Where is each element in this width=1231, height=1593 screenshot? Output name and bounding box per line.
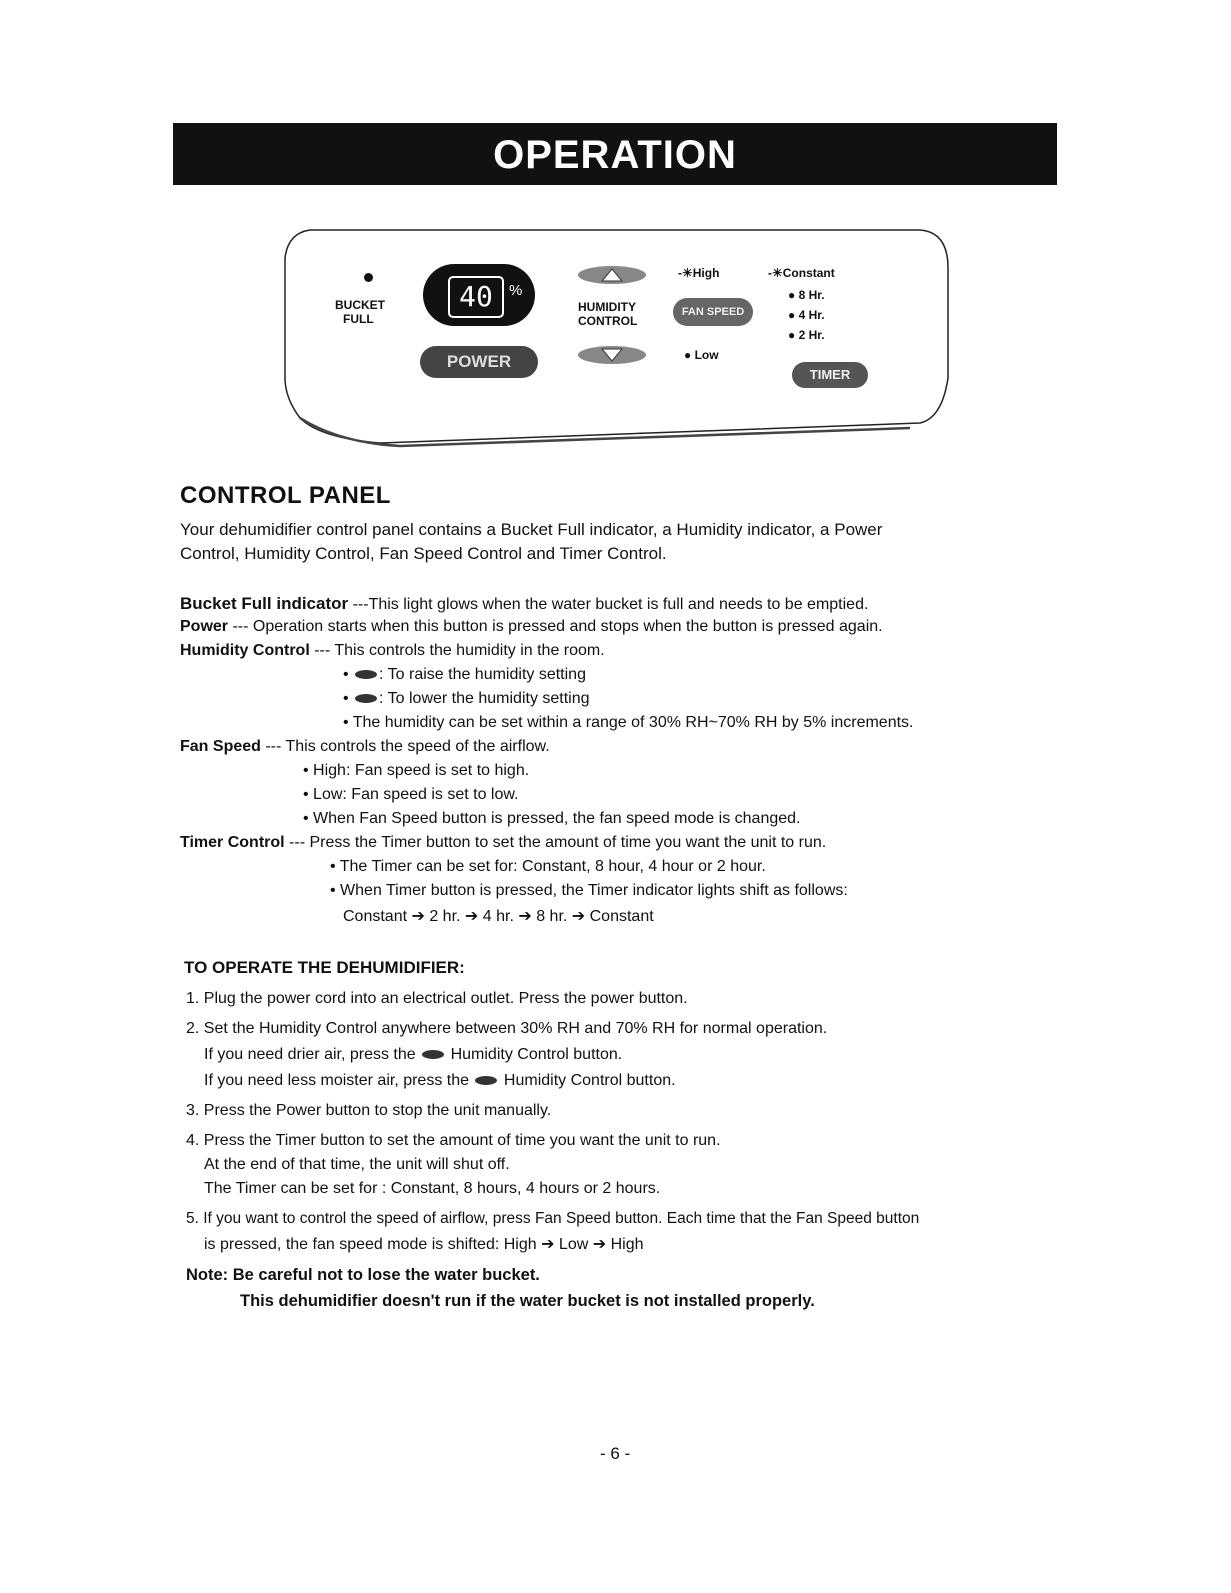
bucket-full-indicator-dot: [364, 273, 373, 282]
dot-icon: ●: [788, 308, 799, 322]
humidity-bullet-1: • : To raise the humidity setting: [343, 666, 586, 683]
down-arrow-icon: [578, 346, 646, 364]
humidity-bullet-2: • : To lower the humidity setting: [343, 690, 590, 707]
timer-term: Timer Control: [180, 834, 285, 851]
intro-line-2: Control, Humidity Control, Fan Speed Control and Timer Control.: [180, 544, 667, 563]
humidity-down-icon: [422, 1050, 444, 1059]
fan-desc: --- This controls the speed of the airflow.: [260, 738, 550, 755]
page-number: - 6 -: [600, 1444, 631, 1463]
operate-title: TO OPERATE THE DEHUMIDIFIER:: [184, 958, 465, 977]
step-2: 2. Set the Humidity Control anywhere between 30% RH and 70% RH for normal operation.: [186, 1020, 828, 1037]
humidity-desc: --- This controls the humidity in the room.: [309, 642, 605, 659]
step-5: 5. If you want to control the speed of airflow, press Fan Speed button. Each time that the Fan Speed button: [186, 1210, 920, 1227]
bucket-desc: ---This light glows when the water bucket is full and needs to be emptied.: [348, 596, 869, 613]
banner-title: OPERATION: [493, 133, 737, 177]
humidity-up-icon: [475, 1076, 497, 1085]
fan-bullet-1: • High: Fan speed is set to high.: [303, 762, 530, 779]
fan-speed-button[interactable]: [673, 298, 753, 326]
humidity-up-icon: [355, 670, 377, 679]
step-1: 1. Plug the power cord into an electrical outlet. Press the power button.: [186, 990, 688, 1007]
step-4a: At the end of that time, the unit will shut off.: [204, 1156, 510, 1173]
dot-icon: ●: [788, 328, 799, 342]
timer-sequence: Constant ➔ 2 hr. ➔ 4 hr. ➔ 8 hr. ➔ Constant: [343, 908, 654, 925]
step-2a: If you need drier air, press the Humidity Control button.: [204, 1046, 623, 1063]
step-4: 4. Press the Timer button to set the amount of time you want the unit to run.: [186, 1132, 721, 1149]
fan-low-indicator: ● Low: [684, 348, 719, 362]
humidity-term: Humidity Control: [180, 642, 310, 659]
fan-bullet-2: • Low: Fan speed is set to low.: [303, 786, 519, 803]
fan-high-light-icon: -☀: [678, 266, 693, 280]
timer-item: [180, 834, 826, 852]
fan-bullet-3: • When Fan Speed button is pressed, the fan speed mode is changed.: [303, 810, 801, 827]
step-5a: is pressed, the fan speed mode is shifted: High ➔ Low ➔ High: [204, 1236, 644, 1253]
step-2b: If you need less moister air, press the Humidity Control button.: [204, 1072, 676, 1089]
up-arrow-icon: [578, 266, 646, 284]
operation-banner: [173, 123, 1057, 185]
timer-button[interactable]: [792, 362, 868, 388]
humidity-control-label: HUMIDITY CONTROL: [578, 300, 638, 328]
power-item: [180, 618, 883, 636]
dot-icon: ●: [788, 288, 799, 302]
timer-4hr-indicator: ● 4 Hr.: [788, 308, 825, 322]
timer-constant-indicator: -☀Constant: [768, 266, 835, 280]
timer-bullet-2: • When Timer button is pressed, the Timer indicator lights shift as follows:: [330, 882, 848, 899]
timer-button-label: TIMER: [809, 367, 851, 382]
fan-speed-button-label: FAN SPEED: [681, 306, 745, 318]
intro-line-1: Your dehumidifier control panel contains a Bucket Full indicator, a Humidity indicator, a Power: [180, 520, 883, 539]
power-button[interactable]: [420, 346, 538, 378]
power-desc: --- Operation starts when this button is pressed and stops when the button is pressed again.: [228, 618, 883, 635]
timer-2hr-indicator: ● 2 Hr.: [788, 328, 825, 342]
step-3: 3. Press the Power button to stop the unit manually.: [186, 1102, 552, 1119]
note-line-2: This dehumidifier doesn't run if the water bucket is not installed properly.: [240, 1292, 815, 1310]
humidity-down-button[interactable]: [578, 346, 646, 364]
display-value: 40: [459, 280, 493, 313]
low-dot-icon: ●: [684, 348, 695, 362]
timer-desc: --- Press the Timer button to set the amount of time you want the unit to run.: [284, 834, 827, 851]
humidity-up-button[interactable]: [578, 266, 646, 284]
bucket-term: Bucket Full indicator: [180, 594, 349, 613]
fan-term: Fan Speed: [180, 738, 261, 755]
bucket-full-item: [180, 594, 868, 614]
display-unit: %: [509, 282, 523, 299]
power-term: Power: [180, 618, 229, 635]
humidity-item: [180, 642, 605, 660]
display-screen: [448, 276, 504, 318]
constant-light-icon: -☀: [768, 266, 783, 280]
power-button-label: POWER: [446, 352, 512, 371]
section-title: CONTROL PANEL: [180, 482, 391, 509]
bucket-label: BUCKET FULL: [335, 298, 385, 326]
step-4b: The Timer can be set for : Constant, 8 hours, 4 hours or 2 hours.: [204, 1180, 661, 1197]
note-line-1: Note: Be careful not to lose the water bucket.: [186, 1266, 540, 1284]
timer-bullet-1: • The Timer can be set for: Constant, 8 hour, 4 hour or 2 hour.: [330, 858, 766, 875]
humidity-down-icon: [355, 694, 377, 703]
control-panel-illustration: [280, 228, 950, 468]
timer-8hr-indicator: ● 8 Hr.: [788, 288, 825, 302]
fan-item: [180, 738, 550, 756]
humidity-bullet-3: • The humidity can be set within a range of 30% RH~70% RH by 5% increments.: [343, 714, 914, 731]
fan-high-indicator: -☀High: [678, 266, 720, 280]
